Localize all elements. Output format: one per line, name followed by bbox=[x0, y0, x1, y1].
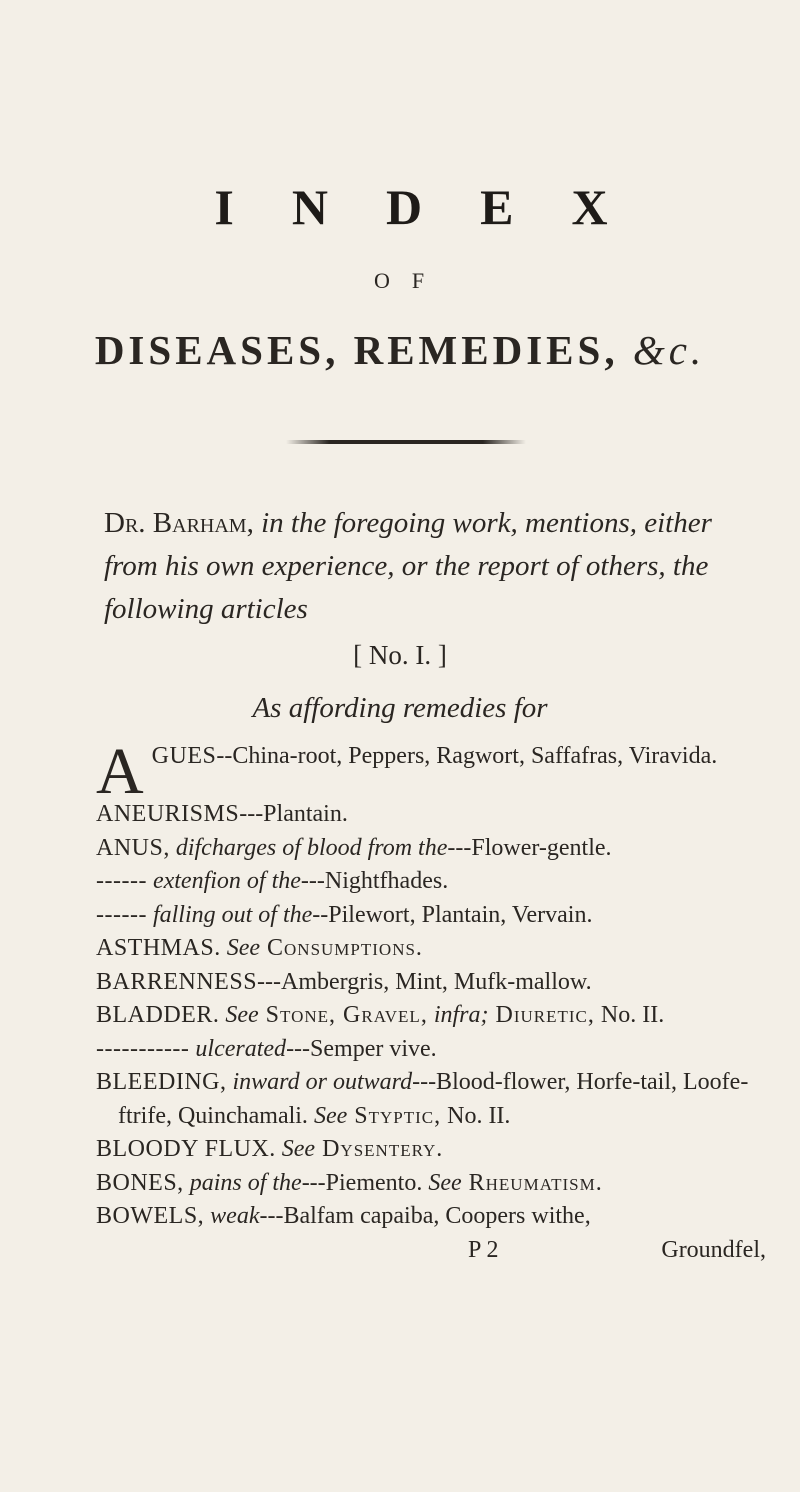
ornamental-rule bbox=[286, 440, 526, 444]
index-entry: AGUES--China-root, Peppers, Ragwort, Saffafras, Viravida. bbox=[96, 735, 718, 808]
index-entry: BLOODY FLUX. See Dysentery. bbox=[96, 1136, 444, 1162]
subtitle bbox=[0, 326, 800, 374]
index-entry: ----------- ulcerated---Semper vive. bbox=[96, 1035, 437, 1062]
intro-name: Dr. Barham, bbox=[104, 507, 254, 539]
page-title: INDEX bbox=[214, 179, 666, 235]
drop-cap: A bbox=[96, 735, 144, 808]
index-entry: ANEURISMS---Plantain. bbox=[96, 801, 348, 827]
intro-text: in the foregoing work, mentions, either from his own experience, or the report of others, the following articles bbox=[104, 507, 712, 625]
index-entries bbox=[96, 735, 776, 1267]
subtitle-etc: &c. bbox=[632, 327, 706, 373]
title-of: OF bbox=[373, 268, 447, 293]
subtitle-text: DISEASES, REMEDIES, bbox=[94, 327, 619, 373]
index-entry: ------ extenfion of the---Nightfhades. bbox=[96, 868, 449, 894]
page-footer bbox=[96, 1234, 776, 1267]
index-entry: ------ falling out of the--Pilewort, Plantain, Vervain. bbox=[96, 901, 593, 928]
index-entry: BLADDER. See Stone, Gravel, infra; Diuretic, No. II. bbox=[96, 1002, 665, 1028]
index-entry: BONES, pains of the---Piemento. See Rheumatism. bbox=[96, 1169, 603, 1196]
index-entry: ASTHMAS. See Consumptions. bbox=[96, 935, 423, 961]
index-entry: ANUS, difcharges of blood from the---Flower-gentle. bbox=[96, 834, 612, 861]
signature-mark: P 2 bbox=[468, 1236, 499, 1263]
index-entry: BARRENNESS---Ambergris, Mint, Mufk-mallow. bbox=[96, 968, 592, 995]
intro-paragraph bbox=[104, 502, 744, 631]
section-heading: As affording remedies for bbox=[252, 692, 548, 724]
index-entry: BOWELS, weak---Balfam capaiba, Coopers withe, bbox=[96, 1203, 591, 1229]
section-number: [ No. I. ] bbox=[353, 640, 447, 670]
index-entry: BLEEDING, inward or outward---Blood-flower, Horfe-tail, Loofe-ftrife, Quinchamali. See Styptic, No. II. bbox=[96, 1069, 749, 1129]
catchword: Groundfel, bbox=[661, 1236, 766, 1263]
